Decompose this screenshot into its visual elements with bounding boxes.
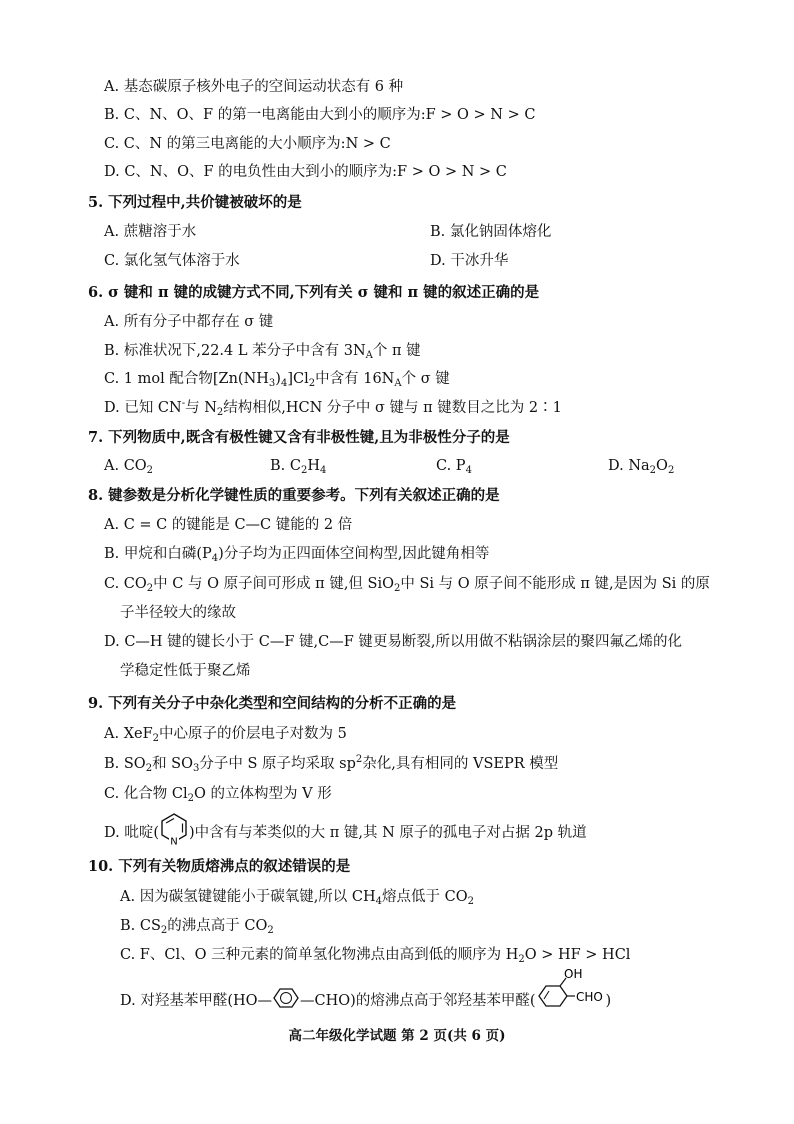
pyridine-n-label: N <box>170 836 178 848</box>
q5-option-c: C. 氯化氢气体溶于水 <box>104 253 240 269</box>
q6-option-b: B. 标准状况下,22.4 L 苯分子中含有 $3N_A$个 π 键 <box>104 343 421 361</box>
q9-option-c: C. 化合物 $Cl_2O$ 的立体构型为 V 形 <box>104 786 332 804</box>
q4-option-b: B. C、N、O、F 的第一电离能由大到小的顺序为:F > O > N > C <box>104 107 536 123</box>
q10-stem: 10. 下列有关物质熔沸点的叙述错误的是 <box>88 858 351 875</box>
q8-option-d: D. C—H 键的键长小于 C—F 键,C—F 键更易断裂,所以用做不粘锅涂层的聚四氟乙烯的化 <box>104 634 683 650</box>
q6-stem: 6. σ 键和 π 键的成键方式不同,下列有关 σ 键和 π 键的叙述正确的是 <box>88 284 540 301</box>
q4-option-d: D. C、N、O、F 的电负性由大到小的顺序为:F > O > N > C <box>104 164 507 180</box>
q7-option-c: C. $P_4$ <box>436 458 472 476</box>
q5-option-a: A. 蔗糖溶于水 <box>104 224 197 240</box>
q7-option-b: B. $C_2H_4$ <box>270 458 327 476</box>
pyridine-structure-icon <box>159 811 189 848</box>
benzene-ring-icon <box>272 986 300 1010</box>
q7-option-a: A. $CO_2$ <box>104 458 154 476</box>
q4-option-a: A. 基态碳原子核外电子的空间运动状态有 6 种 <box>104 79 404 95</box>
q8-option-c: C. $CO_2$中 C 与 O 原子间可形成 π 键,但 SiO$_2$中 Si 与 O 原子间不能形成 π 键,是因为 Si 的原 <box>104 576 710 594</box>
q7-option-d: D. $Na_2O_2$ <box>608 458 675 476</box>
q9-option-a: A. XeF$_2$中心原子的价层电子对数为 5 <box>104 726 347 744</box>
q6-option-d: D. 已知 CN-与 $N_2$结构相似,HCN 分子中 σ 键与 π 键数目之比为 2∶1 <box>104 398 562 418</box>
q10-option-a: A. 因为碳氢键键能小于碳氧键,所以 $CH_4$熔点低于 $CO_2$ <box>120 889 474 907</box>
q9-stem: 9. 下列有关分子中杂化类型和空间结构的分析不正确的是 <box>88 695 457 712</box>
q6-option-c: C. 1 mol 配合物$[Zn(NH_3)_4]Cl_2$中含有 $16N_A$个 σ 键 <box>104 371 450 389</box>
q9-option-d: D. 吡啶( N )中含有与苯类似的大 π 键,其 N 原子的孤电子对占据 2p 轨道 <box>104 823 587 841</box>
q5-option-b: B. 氯化钠固体熔化 <box>430 224 552 240</box>
q5-stem: 5. 下列过程中,共价键被破坏的是 <box>88 194 302 211</box>
cho-label: CHO <box>576 990 604 1004</box>
q8-option-a: A. C = C 的键能是 C—C 键能的 2 倍 <box>104 517 353 533</box>
ortho-hydroxybenzaldehyde-structure-icon <box>535 969 605 1009</box>
q6-option-a: A. 所有分子中都存在 σ 键 <box>104 314 274 330</box>
q10-option-d: D. 对羟基苯甲醛(HO— —CHO)的熔沸点高于邻羟基苯甲醛( OH CHO ) <box>120 967 612 1009</box>
q4-option-c: C. C、N 的第三电离能的大小顺序为:N > C <box>104 136 391 152</box>
q10-option-b: B. $CS_2$的沸点高于 $CO_2$ <box>120 918 274 936</box>
q9-option-b: B. $SO_2$和 $SO_3$分子中 S 原子均采取 $sp^2$杂化,具有相同的 VSEPR 模型 <box>104 754 559 774</box>
q8-option-d-continued: 学稳定性低于聚乙烯 <box>120 663 251 679</box>
q8-stem: 8. 键参数是分析化学键性质的重要参考。下列有关叙述正确的是 <box>88 487 500 504</box>
q8-option-c-continued: 子半径较大的缘故 <box>120 605 236 621</box>
q10-option-c: C. F、Cl、O 三种元素的简单氢化物沸点由高到低的顺序为 $H_2O$ > HF > HCl <box>120 947 631 965</box>
q5-option-d: D. 干冰升华 <box>430 253 509 269</box>
oh-label: OH <box>564 967 583 981</box>
page-footer: 高二年级化学试题 第 2 页(共 6 页) <box>288 1028 506 1044</box>
q8-option-b: B. 甲烷和白磷$(P_4)$分子均为正四面体空间构型,因此键角相等 <box>104 546 490 564</box>
q7-stem: 7. 下列物质中,既含有极性键又含有非极性键,且为非极性分子的是 <box>88 429 510 446</box>
